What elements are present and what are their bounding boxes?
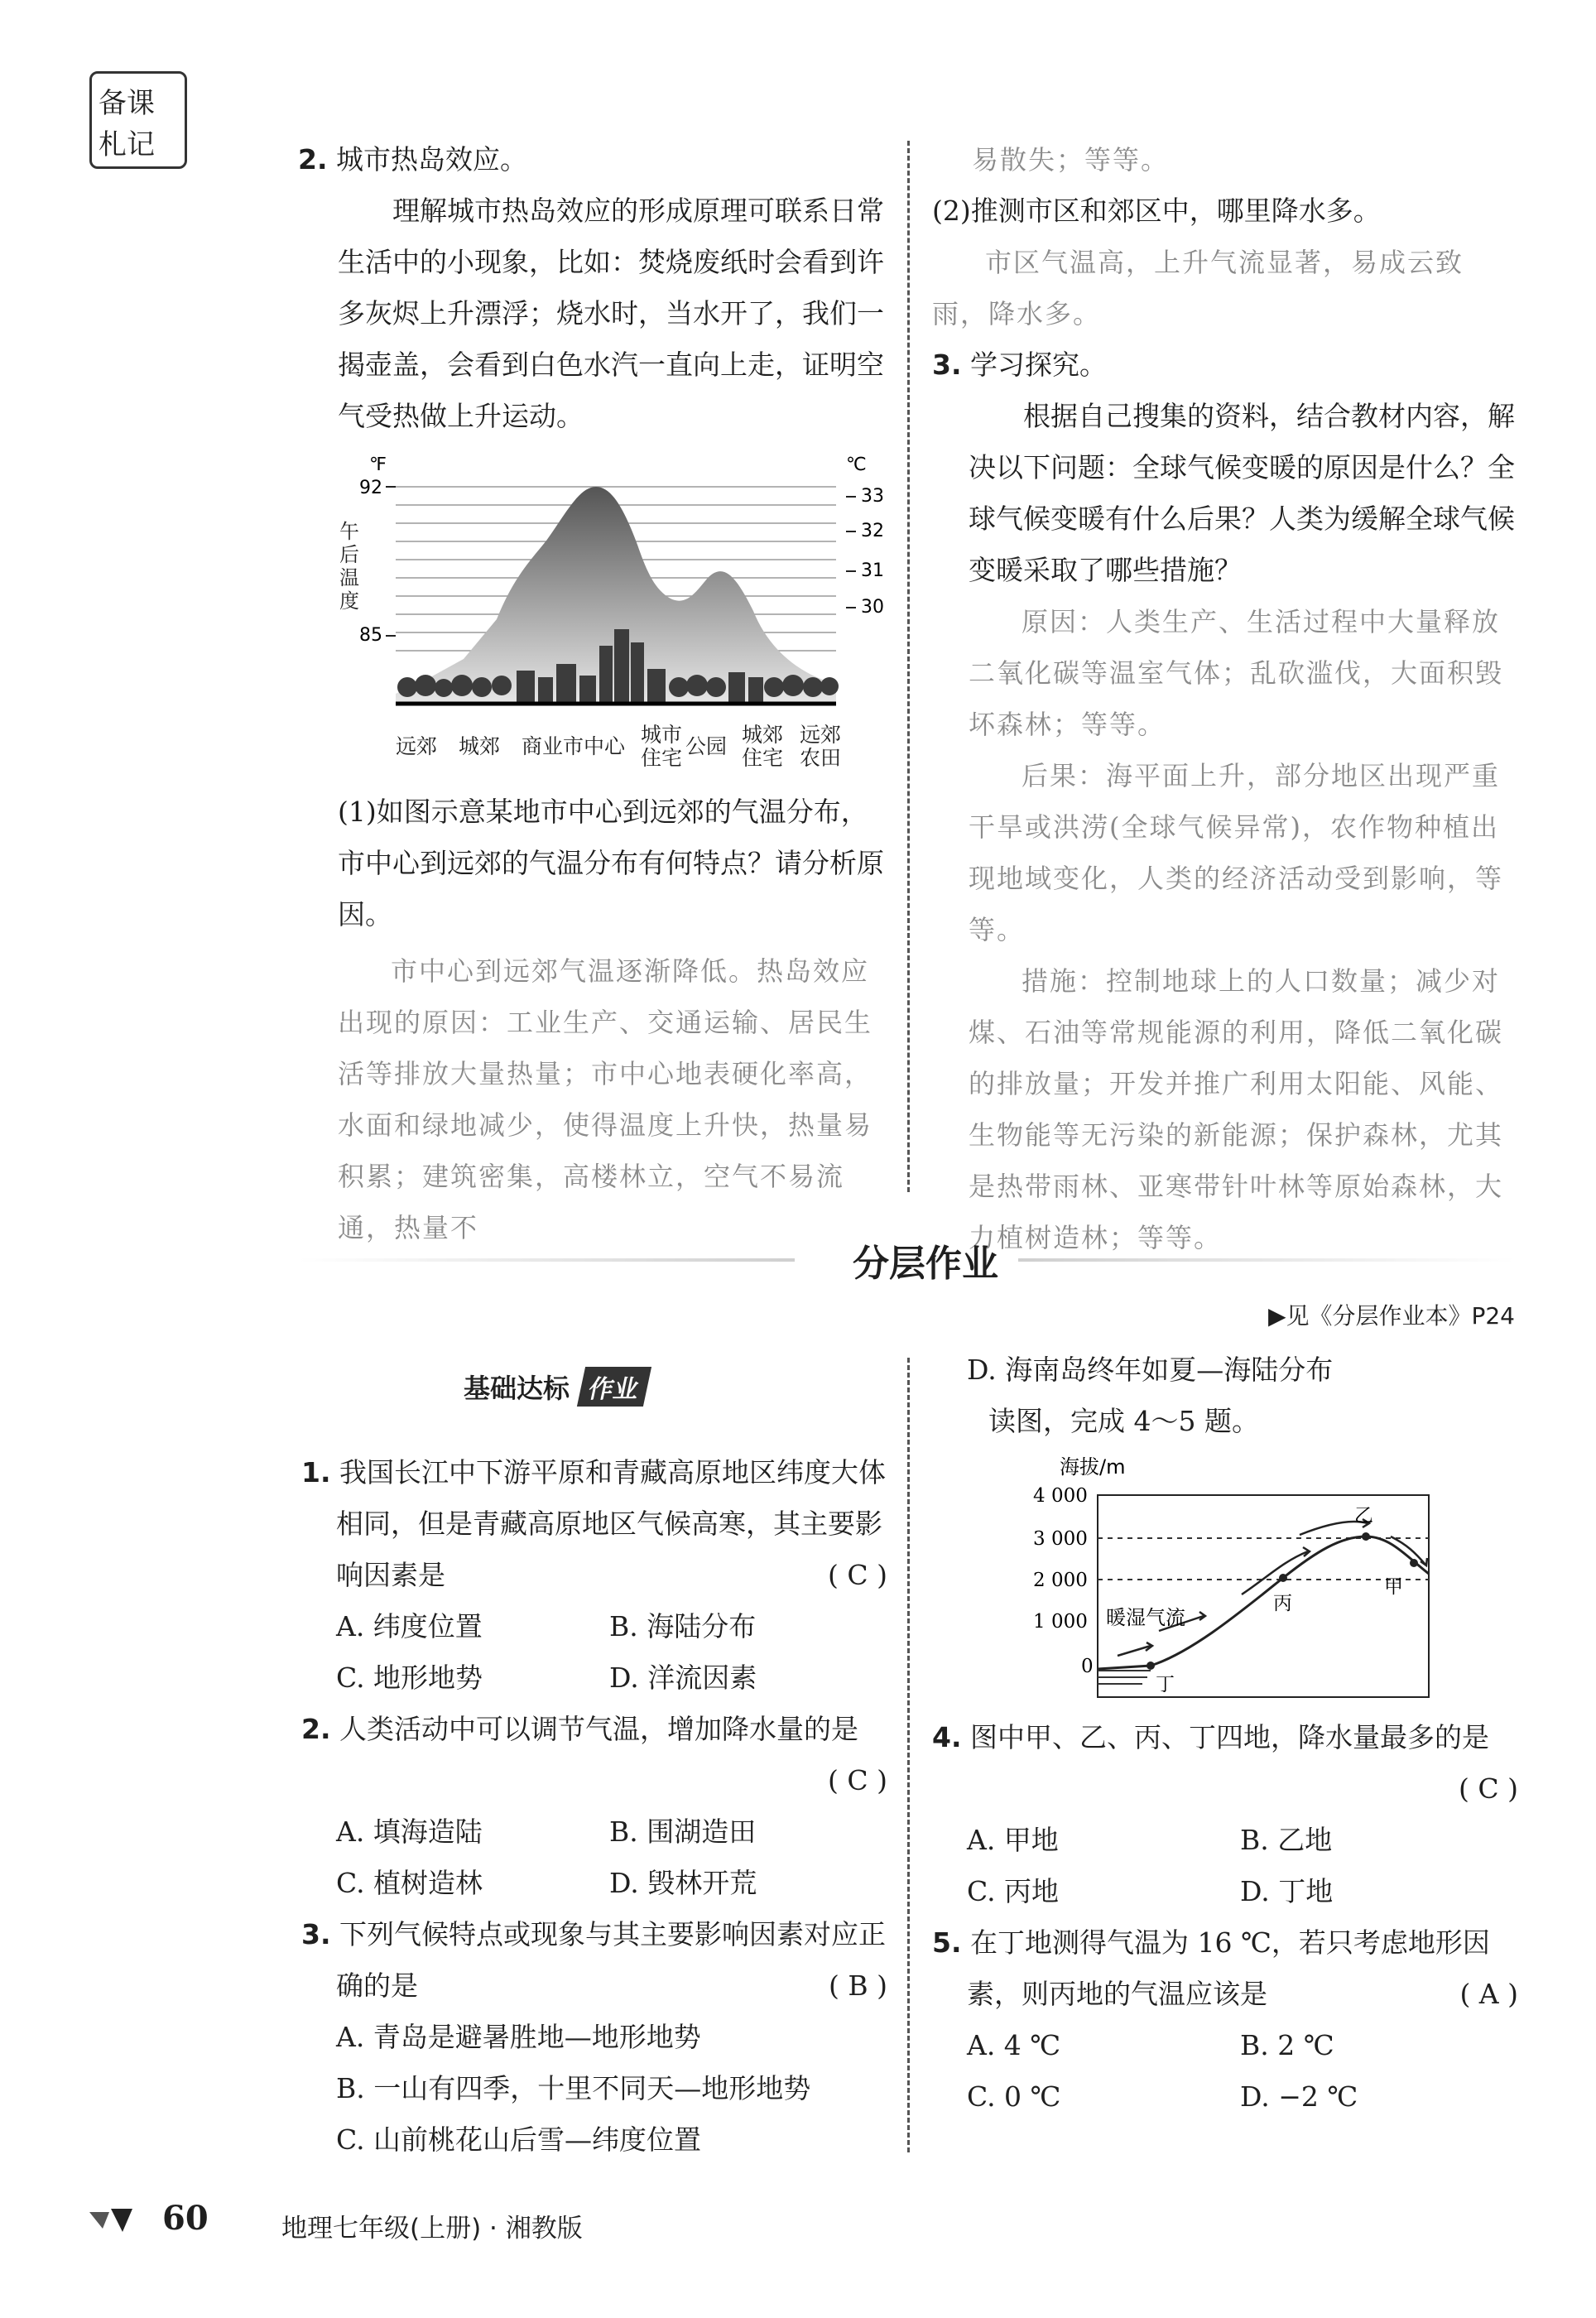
badge-top: 备课 xyxy=(99,87,155,120)
left-top-column-2 xyxy=(338,786,887,1253)
question-5-options xyxy=(932,2020,1518,2123)
option: A. 纬度位置 xyxy=(336,1610,483,1642)
question-5 xyxy=(932,1917,1518,2020)
level-tag xyxy=(464,1368,647,1406)
question-4-answer-row xyxy=(932,1763,1518,1815)
book-title: 地理七年级(上册) · 湘教版 xyxy=(281,2214,583,2243)
c-tick-30: 30 xyxy=(861,597,884,618)
answer-1-continued: 易散失；等等。 xyxy=(972,144,1170,176)
x-label-suburb-residence: 城郊住宅 xyxy=(742,723,784,770)
tag-homework: 作业 xyxy=(577,1367,651,1407)
page-number: 60 xyxy=(162,2199,209,2238)
label-jia: 甲 xyxy=(1384,1576,1403,1598)
question-4-answer: ( C ) xyxy=(1459,1772,1518,1805)
y-tick: 2 000 xyxy=(1033,1570,1088,1591)
question-number: 3. xyxy=(932,349,962,381)
section-title: 分层作业 xyxy=(853,1243,998,1285)
question-1 xyxy=(301,1447,887,1601)
option: B. 一山有四季，十里不同天—地形地势 xyxy=(336,2072,811,2104)
sub-question-1: (1)如图示意某地市中心到远郊的气温分布，市中心到远郊的气温分布有何特点？请分析原因。 xyxy=(338,796,884,931)
y-tick: 1 000 xyxy=(1033,1611,1088,1633)
sea-hatch xyxy=(1098,1671,1151,1684)
x-label-residence: 城市住宅 xyxy=(641,723,683,770)
question-title: 学习探究。 xyxy=(970,349,1107,381)
point-bing xyxy=(1279,1574,1287,1582)
option: B. 2 ℃ xyxy=(1240,2029,1334,2061)
label-flow: 暖湿气流 xyxy=(1106,1606,1185,1629)
tag-basic: 基础达标 xyxy=(464,1373,570,1404)
label-bing: 丙 xyxy=(1273,1593,1292,1614)
question-4-options xyxy=(932,1815,1518,1917)
option: C. 丙地 xyxy=(967,1875,1060,1907)
answer-result: 后果：海平面上升，部分地区出现严重干旱或洪涝(全球气候异常)，农作物种植出现地域变化，人类的经济活动受到影响，等等。 xyxy=(969,760,1504,945)
question-3 xyxy=(301,1909,887,2012)
x-label-chengjiao: 城郊 xyxy=(459,734,501,758)
option: D. 洋流因素 xyxy=(609,1662,757,1694)
question-4-text: 图中甲、乙、丙、丁四地，降水量最多的是 xyxy=(970,1721,1489,1753)
c-tick-32: 32 xyxy=(861,521,884,541)
right-top-column xyxy=(932,134,1518,1263)
option: A. 甲地 xyxy=(967,1824,1059,1856)
question-3-text: 下列气候特点或现象与其主要影响因素对应正确的是 xyxy=(336,1918,886,2002)
read-hint: 读图，完成 4～5 题。 xyxy=(988,1405,1259,1437)
unit-c: ℃ xyxy=(846,454,867,475)
x-label-farmland: 远郊农田 xyxy=(800,723,842,770)
question-3-option-d: D. 海南岛终年如夏—海陆分布 xyxy=(967,1354,1334,1386)
corner-badge xyxy=(89,71,187,169)
section-reference: ▶见《分层作业本》P24 xyxy=(1267,1302,1515,1330)
question-1-answer: ( C ) xyxy=(828,1559,887,1591)
footer-arrow-icon xyxy=(86,2204,136,2237)
question-number: 2. xyxy=(301,1713,331,1745)
question-number: 4. xyxy=(932,1721,962,1753)
label-ding: 丁 xyxy=(1156,1674,1175,1695)
question-2-text: 人类活动中可以调节气温，增加降水量的是 xyxy=(339,1713,858,1745)
question-2-options xyxy=(301,1806,887,1909)
question-title: 城市热岛效应。 xyxy=(336,143,527,176)
c-tick-33: 33 xyxy=(861,486,884,507)
option: C. 山前桃花山后雪—纬度位置 xyxy=(336,2123,702,2156)
y-tick: 4 000 xyxy=(1033,1485,1088,1507)
question-3-answer: ( B ) xyxy=(829,1969,887,2002)
question-5-answer: ( A ) xyxy=(1459,1978,1518,2010)
c-tick-31: 31 xyxy=(861,560,884,581)
question-4 xyxy=(932,1712,1518,1763)
section-line-right xyxy=(1018,1258,1515,1262)
question-1-text: 我国长江中下游平原和青藏高原地区纬度大体相同，但是青藏高原地区气候高寒，其主要影响因素是 xyxy=(336,1456,886,1591)
question-3-options xyxy=(301,2012,887,2166)
mountain-svg xyxy=(1026,1454,1440,1702)
option: A. 青岛是避暑胜地—地形地势 xyxy=(336,2021,701,2053)
mountain-chart xyxy=(1026,1454,1440,1702)
option: C. 0 ℃ xyxy=(967,2080,1061,2113)
question-number: 5. xyxy=(932,1926,962,1959)
option: A. 填海造陆 xyxy=(336,1815,483,1848)
option: B. 乙地 xyxy=(1240,1824,1333,1856)
label-yi: 乙 xyxy=(1354,1505,1373,1527)
question-number: 1. xyxy=(301,1456,331,1488)
badge-bottom: 札记 xyxy=(99,128,155,161)
point-jia xyxy=(1410,1559,1418,1567)
f-tick-85: 85 xyxy=(359,625,382,646)
sub-question-2: (2)推测市区和郊区中，哪里降水多。 xyxy=(932,195,1381,227)
question-5-text: 在丁地测得气温为 16 ℃，若只考虑地形因素，则丙地的气温应该是 xyxy=(967,1926,1490,2010)
option: A. 4 ℃ xyxy=(967,2029,1061,2061)
mountain-ylabel: 海拔/m xyxy=(1060,1455,1126,1479)
left-bottom-column xyxy=(301,1447,887,2166)
answer-measure: 措施：控制地球上的人口数量；减少对煤、石油等常规能源的利用，降低二氧化碳的排放量；开发并推广利用太阳能、风能、生物能等无污染的新能源；保护森林，尤其是热带雨林、亚寒带针叶林等原始森林，大力植树造林；等等。 xyxy=(969,965,1504,1253)
option: D. −2 ℃ xyxy=(1240,2080,1358,2113)
question-2 xyxy=(301,1704,887,1755)
y-tick: 3 000 xyxy=(1033,1528,1088,1550)
y-tick: 0 xyxy=(1081,1656,1094,1677)
question-1-options xyxy=(301,1601,887,1704)
option: D. 毁林开荒 xyxy=(609,1867,757,1899)
question-2-heading xyxy=(298,134,887,185)
column-divider-bottom xyxy=(907,1358,910,2152)
answer-1: 市中心到远郊气温逐渐降低。热岛效应出现的原因：工业生产、交通运输、居民生活等排放大量热量；市中心地表硬化率高，水面和绿地减少，使得温度上升快，热量易积累；建筑密集，高楼林立，空气不易流通，热量不 xyxy=(338,955,873,1243)
answer-2: 市区气温高，上升气流显著，易成云致雨，降水多。 xyxy=(932,247,1464,329)
left-top-column xyxy=(298,134,887,442)
option: D. 丁地 xyxy=(1240,1875,1334,1907)
f-tick-92: 92 xyxy=(359,478,382,498)
question-3-text: 根据自己搜集的资料，结合教材内容，解决以下问题：全球气候变暖的原因是什么？全球气候变暖有什么后果？人类为缓解全球气候变暖采取了哪些措施？ xyxy=(969,400,1515,586)
point-yi xyxy=(1362,1532,1370,1541)
section-line-left xyxy=(298,1258,795,1262)
option: C. 地形地势 xyxy=(336,1662,483,1694)
x-label-yuanjiao: 远郊 xyxy=(396,734,438,758)
heat-chart-x-labels xyxy=(396,723,859,786)
section-header xyxy=(298,1225,1515,1300)
option: C. 植树造林 xyxy=(336,1867,483,1899)
question-2-answer-row xyxy=(301,1755,887,1806)
footer-decoration xyxy=(86,2204,136,2237)
option: B. 海陆分布 xyxy=(609,1610,757,1642)
question-3-heading xyxy=(932,339,1518,391)
question-number: 2. xyxy=(298,143,328,176)
question-number: 3. xyxy=(301,1918,331,1950)
x-label-park: 公园 xyxy=(685,734,728,758)
column-divider-top xyxy=(907,141,910,1192)
right-bottom-column-2 xyxy=(932,1712,1518,2123)
question-2-answer: ( C ) xyxy=(828,1764,887,1796)
answer-cause: 原因：人类生产、生活过程中大量释放二氧化碳等温室气体；乱砍滥伐，大面积毁坏森林；等等。 xyxy=(969,606,1504,740)
intro-paragraph: 理解城市热岛效应的形成原理可联系日常生活中的小现象，比如：焚烧废纸时会看到许多灰烬上升漂浮；烧水时，当水开了，我们一揭壶盖，会看到白色水汽一直向上走，证明空气受热做上升运动。 xyxy=(338,195,884,432)
option: B. 围湖造田 xyxy=(609,1815,757,1848)
unit-f: ℉ xyxy=(369,454,387,475)
heat-chart-ylabel: 午后温度 xyxy=(339,520,359,613)
right-bottom-column xyxy=(932,1344,1518,1447)
x-label-center: 商业市中心 xyxy=(522,734,626,758)
point-ding xyxy=(1147,1662,1155,1670)
